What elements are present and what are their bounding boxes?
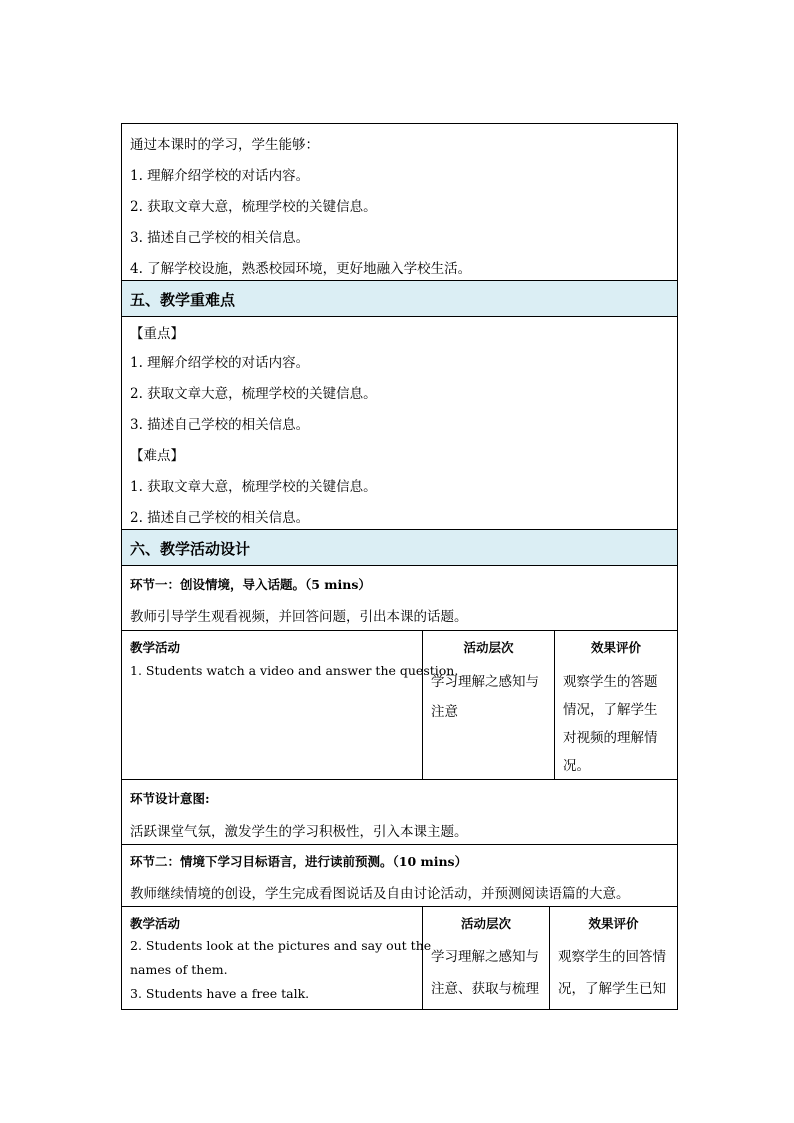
objective-item: 2. 获取文章大意，梳理学校的关键信息。 — [130, 199, 377, 215]
objective-item: 4. 了解学校设施，熟悉校园环境，更好地融入学校生活。 — [130, 261, 472, 277]
objectives-section — [121, 123, 678, 281]
col-activity-header: 教学活动 — [130, 916, 181, 931]
stage1-intro — [121, 565, 678, 631]
stage2-level-cell — [422, 906, 550, 1010]
objectives-intro: 通过本课时的学习，学生能够： — [130, 137, 319, 153]
level-text: 学习理解之感知与 — [431, 674, 539, 690]
key-point-item: 1. 理解介绍学校的对话内容。 — [130, 355, 310, 371]
col-eval-header: 效果评价 — [590, 640, 641, 655]
key-point-item: 2. 获取文章大意，梳理学校的关键信息。 — [130, 386, 377, 402]
objective-item: 1. 理解介绍学校的对话内容。 — [130, 168, 310, 184]
intent-text: 活跃课堂气氛，激发学生的学习积极性，引入本课主题。 — [130, 824, 468, 840]
key-point-item: 3. 描述自己学校的相关信息。 — [130, 417, 310, 433]
objective-item: 3. 描述自己学校的相关信息。 — [130, 230, 310, 246]
section6-title: 六、教学活动设计 — [130, 540, 251, 558]
section5-header — [121, 280, 678, 317]
stage1-title: 环节一：创设情境，导入话题。（5 mins） — [130, 577, 371, 592]
difficult-points-label: 【难点】 — [130, 448, 184, 464]
col-activity-header: 教学活动 — [130, 640, 181, 655]
key-difficult-points — [121, 316, 678, 530]
level-text: 注意、获取与梳理 — [431, 981, 539, 997]
stage1-desc: 教师引导学生观看视频，并回答问题，引出本课的话题。 — [130, 609, 468, 625]
eval-text: 况，了解学生已知 — [558, 981, 666, 997]
intent-label: 环节设计意图: — [130, 791, 210, 806]
activity-item: 2. Students look at the pictures and say out the — [130, 938, 432, 953]
activity-item: names of them. — [130, 962, 228, 977]
eval-text: 对视频的理解情 — [563, 730, 658, 746]
stage1-level-cell — [422, 630, 555, 780]
difficult-point-item: 2. 描述自己学校的相关信息。 — [130, 510, 310, 526]
activity-item: 3. Students have a free talk. — [130, 986, 310, 1001]
eval-text: 情况，了解学生 — [563, 702, 658, 718]
col-level-header: 活动层次 — [463, 640, 514, 655]
stage2-eval-cell — [549, 906, 678, 1010]
col-eval-header: 效果评价 — [588, 916, 639, 931]
col-level-header: 活动层次 — [460, 916, 511, 931]
section6-header — [121, 529, 678, 566]
stage2-desc: 教师继续情境的创设，学生完成看图说话及自由讨论活动，并预测阅读语篇的大意。 — [130, 886, 630, 902]
stage1-intent — [121, 779, 678, 845]
stage2-intro — [121, 844, 678, 907]
eval-text: 况。 — [563, 758, 590, 774]
stage2-activity-cell — [121, 906, 432, 1010]
section5-title: 五、教学重难点 — [130, 291, 236, 309]
activity-item: 1. Students watch a video and answer the question. — [130, 663, 459, 678]
difficult-point-item: 1. 获取文章大意，梳理学校的关键信息。 — [130, 479, 377, 495]
key-points-label: 【重点】 — [130, 326, 184, 342]
eval-text: 观察学生的答题 — [563, 674, 658, 690]
stage2-title: 环节二：情境下学习目标语言，进行读前预测。（10 mins） — [130, 854, 468, 869]
stage1-eval-cell — [554, 630, 678, 780]
level-text: 注意 — [431, 704, 458, 720]
eval-text: 观察学生的回答情 — [558, 949, 666, 965]
level-text: 学习理解之感知与 — [431, 949, 539, 965]
